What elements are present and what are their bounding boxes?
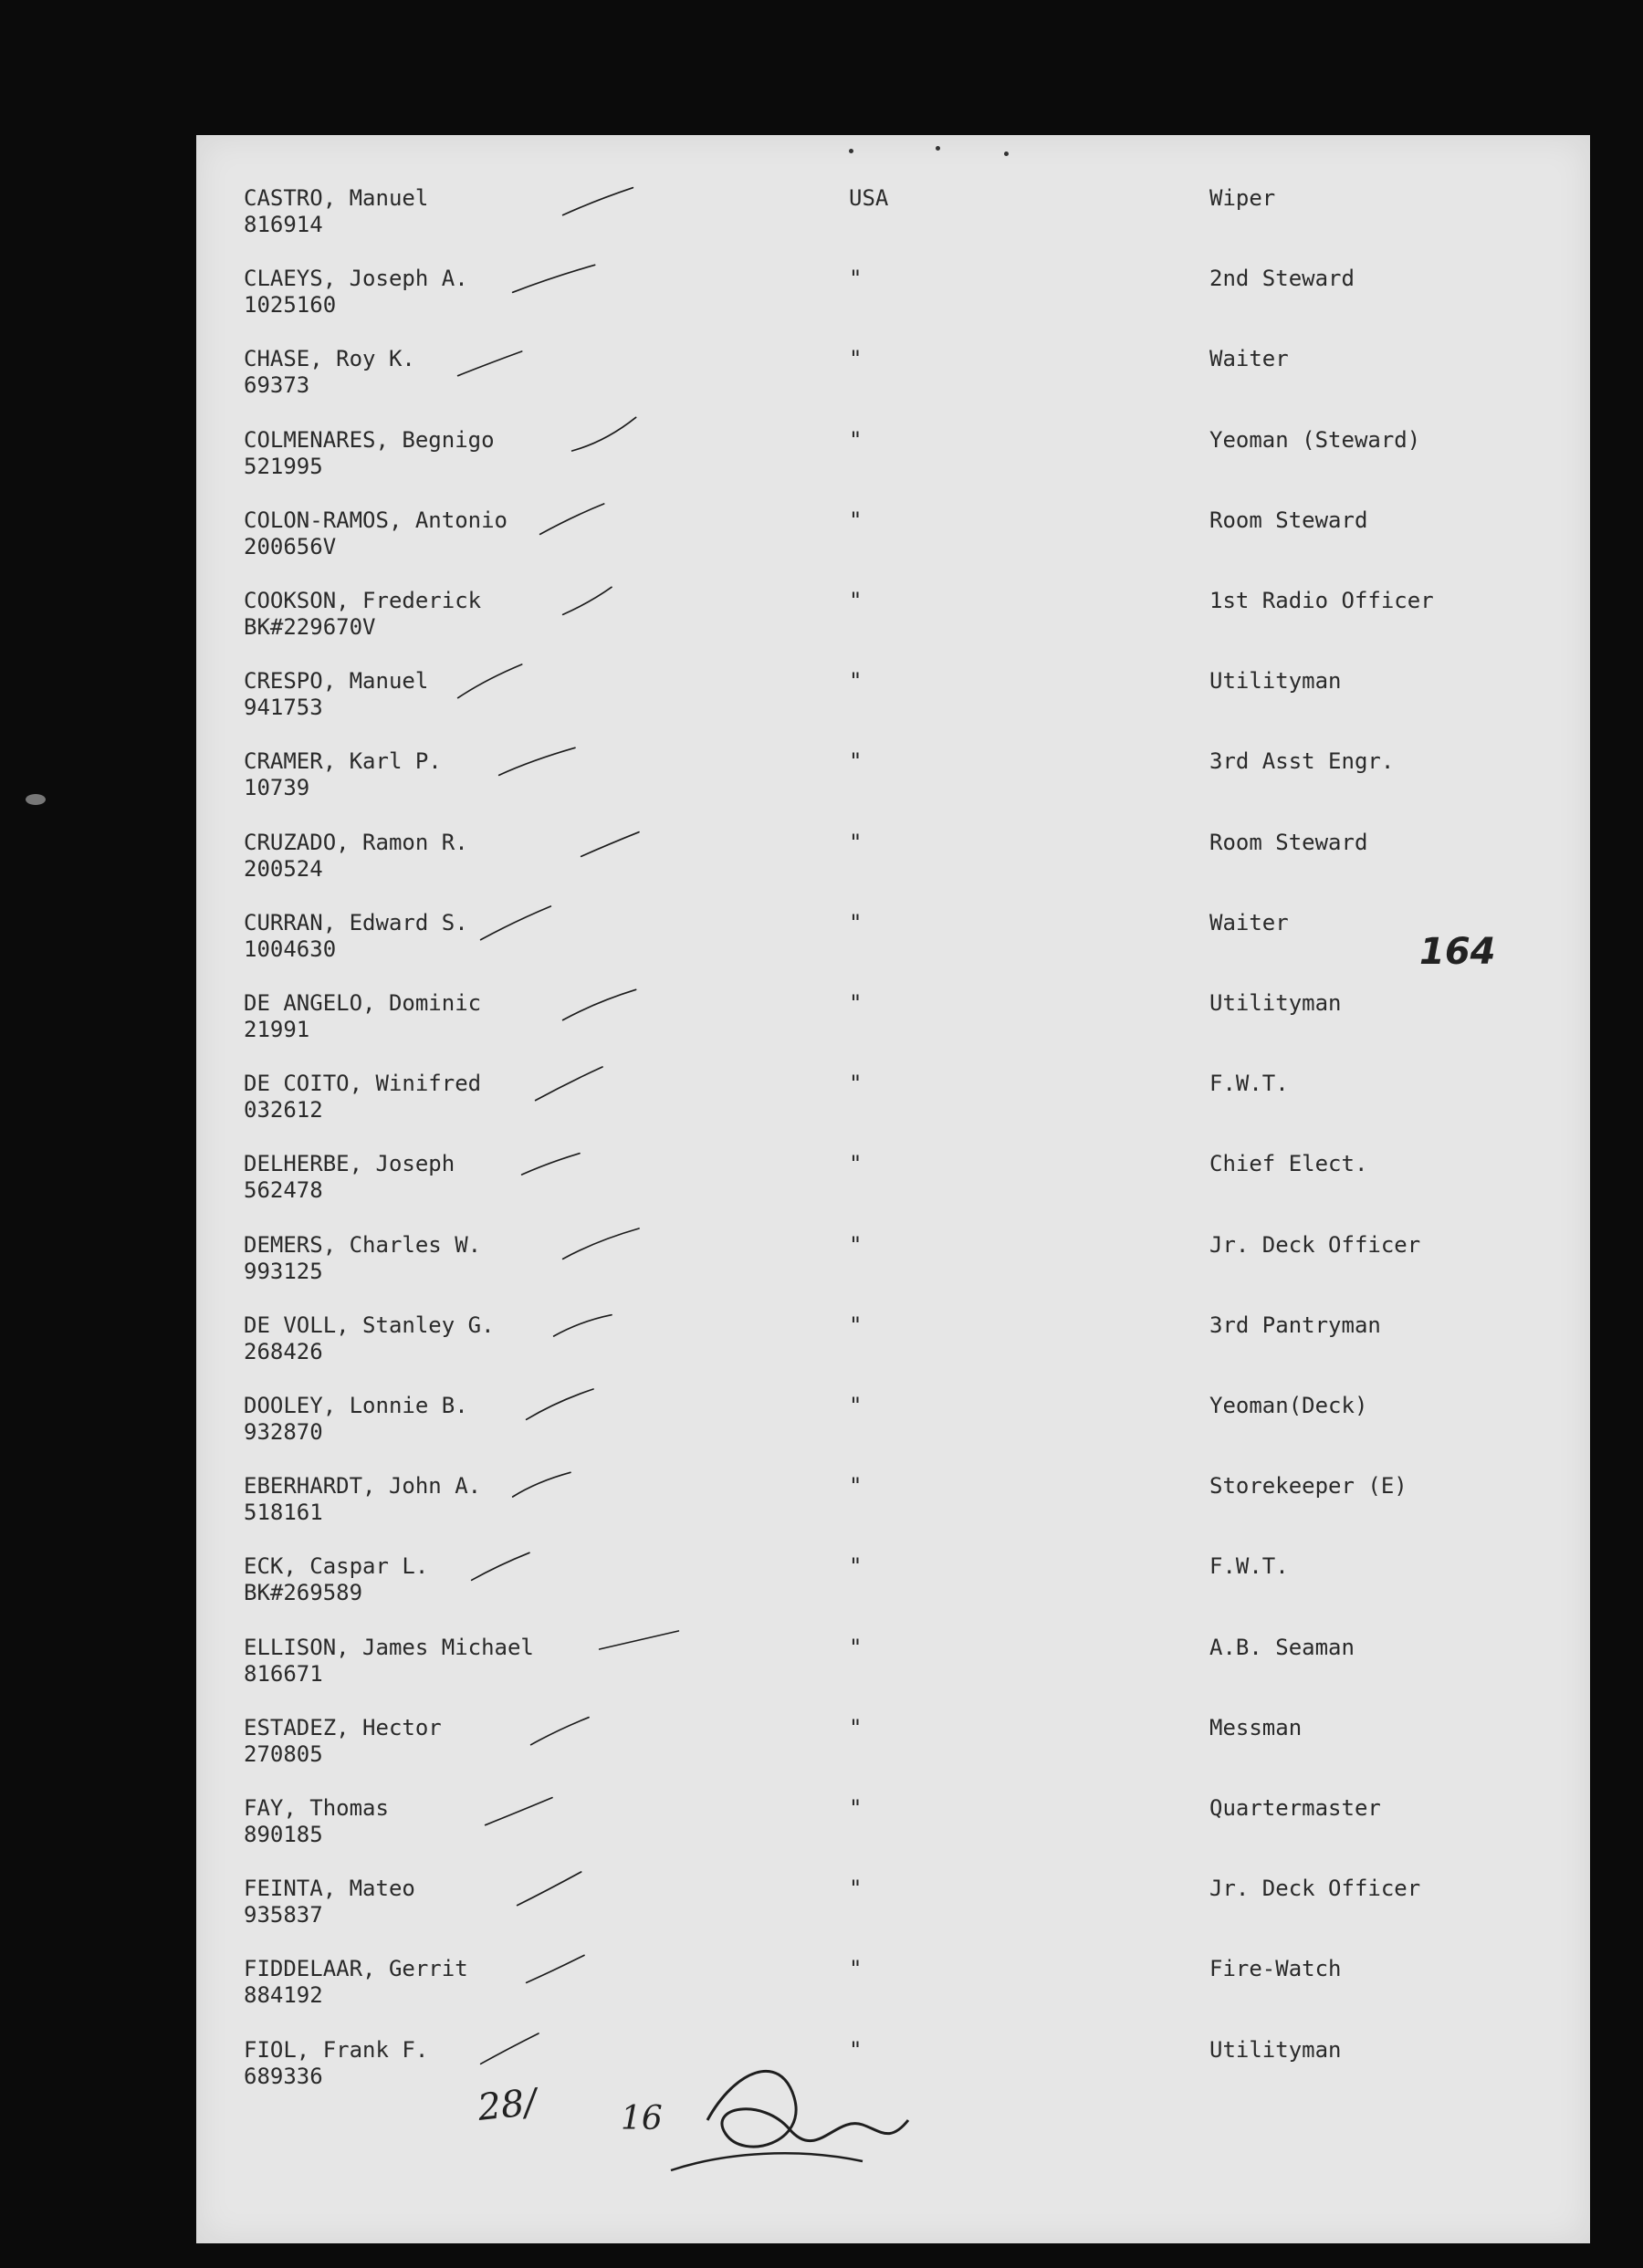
crew-number: 268426 <box>244 1338 323 1364</box>
crew-name: CURRAN, Edward S. <box>244 909 468 935</box>
crew-nationality: " <box>849 266 863 292</box>
crew-rating: Yeoman (Steward) <box>1209 426 1421 453</box>
crew-number: BK#269589 <box>244 1580 363 1606</box>
crew-number: 1004630 <box>244 935 337 962</box>
check-mark-icon <box>429 333 584 379</box>
check-mark-icon <box>452 897 607 943</box>
handwritten-note-left: 28/ <box>476 2081 539 2129</box>
crew-rating: Waiter <box>1209 346 1289 372</box>
crew-name: COLON-RAMOS, Antonio <box>244 507 508 533</box>
crew-name: ECK, Caspar L. <box>244 1553 429 1580</box>
ink-speck <box>1004 152 1009 156</box>
crew-name: CRUZADO, Ramon R. <box>244 829 468 855</box>
list-item <box>196 507 1590 562</box>
ink-speck <box>849 149 853 153</box>
crew-rating: Room Steward <box>1209 507 1368 533</box>
ink-speck <box>936 146 940 151</box>
check-mark-icon <box>534 977 689 1023</box>
crew-name: FIOL, Frank F. <box>244 2036 429 2063</box>
crew-nationality: " <box>849 346 863 372</box>
handwritten-note-mid: 16 <box>621 2100 663 2137</box>
crew-number: 993125 <box>244 1258 323 1284</box>
crew-rating: Utilityman <box>1209 990 1342 1016</box>
crew-rating: 1st Radio Officer <box>1209 588 1434 613</box>
check-mark-icon <box>570 1622 726 1667</box>
crew-number: 69373 <box>244 372 310 399</box>
crew-rating: F.W.T. <box>1209 1071 1289 1097</box>
crew-number: 816914 <box>244 212 323 237</box>
list-item <box>196 1151 1590 1206</box>
crew-rating: Utilityman <box>1209 668 1342 695</box>
crew-number: 562478 <box>244 1177 323 1204</box>
crew-nationality: " <box>849 1714 863 1740</box>
crew-rating: A.B. Seaman <box>1209 1634 1355 1660</box>
crew-name: ELLISON, James Michael <box>244 1634 534 1660</box>
crew-name: FIDDELAAR, Gerrit <box>244 1956 468 1982</box>
crew-number: 941753 <box>244 695 323 721</box>
crew-name: CASTRO, Manuel <box>244 185 429 211</box>
crew-nationality: " <box>849 748 863 775</box>
crew-number: 935837 <box>244 1902 323 1928</box>
crew-nationality: " <box>849 668 863 695</box>
crew-nationality: " <box>849 909 863 935</box>
list-item <box>196 748 1590 803</box>
check-mark-icon <box>497 1943 653 1989</box>
page-number: 164 <box>1419 931 1496 973</box>
list-item <box>196 668 1590 723</box>
check-mark-icon <box>525 1300 680 1345</box>
list-item <box>196 1071 1590 1125</box>
list-item <box>196 1393 1590 1448</box>
crew-number: 932870 <box>244 1419 323 1445</box>
handwritten-signature <box>434 2043 981 2225</box>
list-item <box>196 1232 1590 1287</box>
crew-number: 890185 <box>244 1822 323 1847</box>
check-mark-icon <box>456 1782 612 1828</box>
crew-rating: 3rd Pantryman <box>1209 1312 1381 1338</box>
crew-nationality: " <box>849 2036 863 2063</box>
crew-name: CHASE, Roy K. <box>244 346 415 372</box>
list-item <box>196 185 1590 240</box>
crew-number: 10739 <box>244 775 310 801</box>
list-item <box>196 1312 1590 1367</box>
crew-nationality: " <box>849 1312 863 1338</box>
crew-rating: Jr. Deck Officer <box>1209 1876 1421 1902</box>
check-mark-icon <box>543 414 698 460</box>
crew-rating: Storekeeper (E) <box>1209 1473 1408 1500</box>
crew-number: 200656V <box>244 533 337 559</box>
crew-rating: F.W.T. <box>1209 1553 1289 1580</box>
check-mark-icon <box>534 172 689 218</box>
list-item <box>196 346 1590 401</box>
list-item <box>196 1795 1590 1850</box>
crew-rating: Wiper <box>1209 185 1276 211</box>
check-mark-icon <box>488 1863 644 1908</box>
crew-name: DEMERS, Charles W. <box>244 1231 482 1258</box>
crew-rating: Yeoman(Deck) <box>1209 1393 1368 1418</box>
check-mark-icon <box>493 1138 648 1184</box>
crew-nationality: " <box>849 588 863 613</box>
crew-nationality: " <box>849 507 863 533</box>
crew-nationality: " <box>849 426 863 453</box>
check-mark-icon <box>534 575 689 621</box>
crew-nationality: " <box>849 829 863 855</box>
crew-name: EBERHARDT, John A. <box>244 1473 482 1500</box>
crew-nationality: " <box>849 1393 863 1418</box>
crew-nationality: USA <box>849 185 889 211</box>
list-item <box>196 1553 1590 1608</box>
check-mark-icon <box>552 817 707 862</box>
crew-rating: Messman <box>1209 1714 1303 1740</box>
crew-rating: Room Steward <box>1209 829 1368 855</box>
check-mark-icon <box>484 1460 639 1506</box>
list-item <box>196 588 1590 643</box>
crew-nationality: " <box>849 990 863 1016</box>
crew-rating: Chief Elect. <box>1209 1151 1368 1177</box>
crew-rating: 3rd Asst Engr. <box>1209 748 1395 775</box>
crew-nationality: " <box>849 1473 863 1500</box>
crew-name: DELHERBE, Joseph <box>244 1151 455 1177</box>
crew-nationality: " <box>849 1151 863 1177</box>
crew-nationality: " <box>849 1231 863 1258</box>
crew-number: 518161 <box>244 1500 323 1526</box>
crew-name: FEINTA, Mateo <box>244 1876 415 1902</box>
list-item <box>196 1876 1590 1930</box>
crew-name: COLMENARES, Begnigo <box>244 426 495 453</box>
crew-name: DE ANGELO, Dominic <box>244 990 482 1016</box>
check-mark-icon <box>507 1058 662 1103</box>
crew-number: 816671 <box>244 1660 323 1687</box>
crew-rating: Fire-Watch <box>1209 1956 1342 1982</box>
check-mark-icon <box>429 655 584 701</box>
crew-rating: 2nd Steward <box>1209 266 1355 292</box>
check-mark-icon <box>534 1219 689 1265</box>
crew-name: CRAMER, Karl P. <box>244 748 442 775</box>
crew-nationality: " <box>849 1876 863 1902</box>
crew-name: DE COITO, Winifred <box>244 1071 482 1097</box>
crew-nationality: " <box>849 1795 863 1821</box>
crew-number: 270805 <box>244 1740 323 1767</box>
crew-number: 1025160 <box>244 292 337 319</box>
check-mark-icon <box>502 1702 657 1748</box>
crew-name: ESTADEZ, Hector <box>244 1714 442 1740</box>
crew-rating: Jr. Deck Officer <box>1209 1231 1421 1258</box>
crew-number: 884192 <box>244 1982 323 2009</box>
scan-artifact <box>26 794 46 805</box>
crew-name: COOKSON, Frederick <box>244 588 482 613</box>
crew-number: 689336 <box>244 2063 323 2089</box>
list-item <box>196 910 1590 965</box>
crew-nationality: " <box>849 1553 863 1580</box>
check-mark-icon <box>511 495 666 540</box>
crew-rating: Quartermaster <box>1209 1795 1381 1821</box>
list-item <box>196 1956 1590 2011</box>
list-item <box>196 1473 1590 1528</box>
crew-name: FAY, Thomas <box>244 1795 389 1821</box>
crew-number: BK#229670V <box>244 614 376 640</box>
list-item <box>196 266 1590 320</box>
crew-nationality: " <box>849 1071 863 1097</box>
document-page <box>196 135 1590 2243</box>
check-mark-icon <box>484 253 639 298</box>
crew-rating: Utilityman <box>1209 2036 1342 2063</box>
crew-number: 032612 <box>244 1097 323 1124</box>
check-mark-icon <box>497 1380 653 1426</box>
list-item <box>196 990 1590 1045</box>
list-item <box>196 830 1590 884</box>
crew-number: 21991 <box>244 1017 310 1042</box>
crew-rating: Waiter <box>1209 909 1289 935</box>
crew-nationality: " <box>849 1956 863 1982</box>
crew-name: DOOLEY, Lonnie B. <box>244 1393 468 1418</box>
crew-number: 200524 <box>244 855 323 882</box>
crew-number: 521995 <box>244 453 323 479</box>
crew-name: CRESPO, Manuel <box>244 668 429 695</box>
crew-nationality: " <box>849 1634 863 1660</box>
check-mark-icon <box>470 736 625 781</box>
crew-name: CLAEYS, Joseph A. <box>244 266 468 292</box>
list-item <box>196 1715 1590 1770</box>
check-mark-icon <box>443 1541 598 1586</box>
crew-name: DE VOLL, Stanley G. <box>244 1312 495 1338</box>
list-item <box>196 427 1590 482</box>
list-item <box>196 1635 1590 1689</box>
